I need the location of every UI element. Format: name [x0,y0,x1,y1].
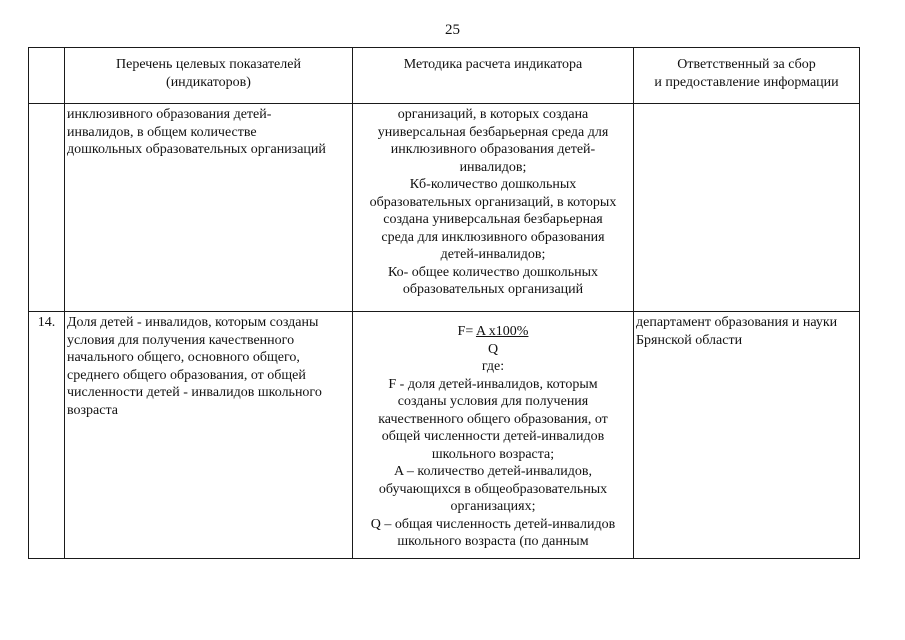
indicator-line: численности детей - инвалидов школьного [67,385,322,400]
indicator-line: условия для получения качественного [67,332,295,348]
page-number: 25 [445,22,460,38]
indicator-line: инвалидов, в общем количестве [67,124,257,140]
indicator-cell [65,312,353,559]
indicator-line: возраста [67,402,118,418]
method-line: инклюзивного образования детей- [390,142,596,157]
header-number [29,48,65,104]
method-cell [353,312,634,559]
table-header-row [29,48,860,104]
header-responsible [634,48,860,104]
indicator-line: начального общего, основного общего, [67,350,300,365]
indicator-cell [65,104,353,312]
indicator-line: Доля детей - инвалидов, которым созданы [67,315,319,330]
method-line: детей-инвалидов; [440,247,546,262]
method-line: школьного возраста (по данным [397,534,589,549]
method-line: созданы условия для получения [397,394,589,409]
indicator-line: среднего общего образования, от общей [67,367,306,383]
indicators-table [28,47,860,559]
method-line: образовательных организаций [402,282,584,297]
header-method [353,48,634,104]
method-line: создана универсальная безбарьерная [383,212,603,227]
method-line: Кб-количество дошкольных [409,177,577,192]
method-line: школьного возраста; [431,446,555,462]
responsible-line: департамент образования и науки [636,315,838,330]
method-line: качественного общего образования, от [378,411,608,427]
formula-prefix: F= [457,324,476,339]
formula-denominator: Q [487,341,499,357]
header-indicator [65,48,353,104]
responsible-line: Брянской области [636,332,743,348]
row-number [29,104,65,312]
row-number: 14. [29,312,65,559]
method-line: A – количество детей-инвалидов, [394,464,592,479]
method-line: F - доля детей-инвалидов, которым [388,376,598,392]
method-line: обучающихся в общеобразовательных [378,481,608,497]
header-indicator-line: Перечень целевых показателей [116,57,301,72]
method-line: Q – общая численность детей-инвалидов [370,516,616,532]
formula-numerator: A x100% [475,324,529,339]
formula-spacer [355,314,631,323]
indicator-line: дошкольных образовательных организаций [67,142,326,157]
method-line: среда для инклюзивного образования [381,229,605,245]
header-responsible-line: Ответственный за сбор [677,57,816,72]
method-cell [353,104,634,312]
method-line: Ко- общее количество дошкольных [387,264,599,280]
method-line: образовательных организаций, в которых [369,194,617,210]
table-row [29,104,860,312]
method-line: организациях; [450,499,536,514]
table-row [29,312,860,559]
method-line: общей численности детей-инвалидов [381,429,605,444]
formula-numerator-line [355,323,631,341]
method-line: инвалидов; [459,159,527,175]
responsible-cell [634,312,860,559]
header-indicator-line: (индикаторов) [166,74,251,90]
header-responsible-line: и предоставление информации [654,74,839,90]
indicator-line: инклюзивного образования детей- [67,107,272,122]
responsible-cell [634,104,860,312]
method-line: организаций, в которых создана [397,107,589,122]
header-method-line: Методика расчета индикатора [403,57,583,72]
method-line: где: [481,359,505,374]
method-line: универсальная безбарьерная среда для [377,124,609,140]
